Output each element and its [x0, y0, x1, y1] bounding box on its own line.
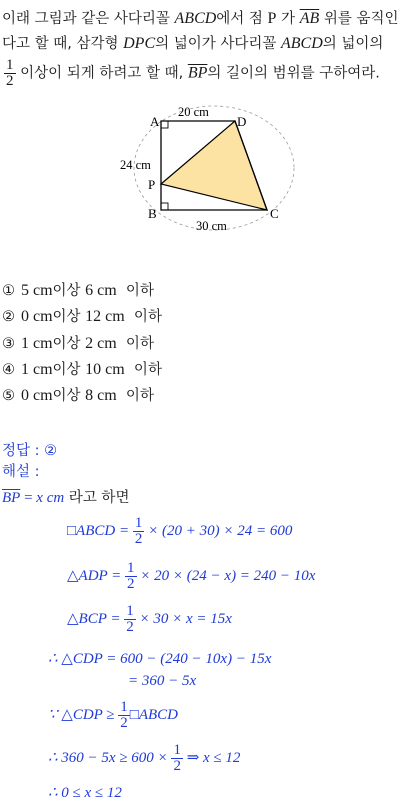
choice-mark: ① — [2, 283, 15, 299]
solution-line-1 — [67, 516, 292, 547]
choice-text: 이상 — [52, 336, 86, 352]
solution-text: □ABCD = — [67, 522, 133, 539]
choice-mark: ④ — [2, 362, 15, 378]
solution-text: ∵ △CDP ≥ — [48, 706, 119, 723]
fraction-numerator: 1 — [127, 560, 135, 576]
fraction-denominator: 2 — [126, 619, 134, 635]
fraction-numerator: 1 — [173, 742, 181, 758]
choice-text: 이하 — [116, 388, 154, 404]
question-text: 의 넓이가 사다리꼴 — [155, 36, 281, 52]
choice-upper-bound: 2 cm — [85, 335, 117, 352]
label-a: A — [150, 114, 160, 129]
choice-mark: ② — [2, 309, 15, 325]
fraction-numerator: 1 — [6, 57, 14, 73]
choice-upper-bound: 6 cm — [85, 282, 117, 299]
segment-bp: $\overline{BP}$ — [187, 64, 208, 82]
fraction-denominator: 2 — [120, 715, 128, 731]
choice-mark: ③ — [2, 336, 15, 352]
explanation-label: 해설 : — [2, 464, 40, 480]
quad-name: ABCD — [281, 35, 323, 52]
question-text: 다고 할 때, 삼각형 — [2, 36, 124, 52]
fraction-denominator: 2 — [127, 576, 135, 592]
choice-text: 이상 — [52, 309, 86, 325]
choice-lower-bound: 5 cm — [21, 282, 53, 299]
segment-ab: $\overline{AB}$ — [299, 10, 320, 27]
choice-mark: ⑤ — [2, 388, 15, 404]
choice-option[interactable] — [2, 384, 154, 405]
trapezoid-figure — [110, 104, 295, 240]
quad-name: ABCD — [174, 10, 217, 27]
segment-bp: $\overline{BP}$ — [2, 490, 21, 506]
fraction-half — [118, 700, 130, 731]
right-angle-b — [161, 203, 168, 210]
solution-text: △BCP = — [67, 610, 125, 627]
label-b: B — [148, 206, 157, 221]
choice-text: 이하 — [116, 336, 154, 352]
choice-upper-bound: 8 cm — [85, 387, 117, 404]
choice-option[interactable] — [2, 332, 154, 353]
choice-lower-bound: 1 cm — [21, 361, 53, 378]
bottom-length: 30 cm — [196, 219, 227, 233]
choice-upper-bound: 12 cm — [85, 308, 125, 325]
choice-text: 이상 — [52, 362, 86, 378]
solution-text: △ADP = — [67, 567, 126, 584]
question-text: 의 넓이의 — [322, 36, 384, 52]
choice-text: 이상 — [52, 283, 86, 299]
solution-text: □ABCD — [129, 706, 179, 723]
solution-line-6 — [48, 700, 178, 731]
choice-text: 이하 — [124, 362, 162, 378]
choice-text: 이하 — [116, 283, 154, 299]
solution-line-2 — [67, 561, 315, 592]
choice-text: 이상 — [52, 388, 86, 404]
fraction-numerator: 1 — [126, 603, 134, 619]
fraction-denominator: 2 — [173, 758, 181, 774]
top-length: 20 cm — [178, 105, 209, 119]
choice-lower-bound: 1 cm — [21, 335, 53, 352]
question-line-1 — [2, 8, 399, 30]
label-d: D — [237, 114, 247, 129]
answer-line — [2, 440, 57, 462]
question-text: 의 길이의 범위를 구하여라. — [207, 65, 380, 82]
choice-lower-bound: 0 cm — [21, 387, 53, 404]
fraction-numerator: 1 — [120, 699, 128, 715]
choice-option[interactable] — [2, 358, 162, 379]
solution-text: ∴ 360 − 5x ≥ 600 × — [48, 749, 172, 766]
answer-value: ② — [44, 443, 58, 459]
question-line-3 — [4, 58, 380, 89]
explanation-text: 라고 하면 — [64, 490, 130, 506]
equals-sign: = — [20, 490, 37, 506]
solution-text: ⇒ x ≤ 12 — [182, 749, 241, 766]
question-text: 위를 움직인 — [319, 11, 399, 27]
choice-lower-bound: 0 cm — [21, 308, 53, 325]
question-text: 이상이 되게 하려고 할 때, — [15, 65, 188, 82]
solution-text: × (20 + 30) × 24 = 600 — [144, 522, 293, 539]
fraction-numerator: 1 — [134, 515, 143, 531]
fraction-half — [4, 58, 16, 89]
answer-label: 정답 : — [2, 443, 45, 459]
variable-x: x cm — [36, 490, 65, 506]
choice-option[interactable] — [2, 305, 162, 326]
right-angle-a — [161, 121, 168, 128]
question-text: 가 — [276, 11, 300, 27]
solution-line-4: ∴ △CDP = 600 − (240 − 10x) − 15x — [48, 651, 272, 667]
fraction-half — [124, 604, 136, 635]
choice-option[interactable] — [2, 279, 154, 300]
fraction-half — [133, 516, 145, 547]
fraction-half — [171, 743, 183, 774]
solution-line-7 — [48, 743, 240, 774]
question-text: 에서 점 — [216, 11, 268, 27]
choice-text: 이하 — [124, 309, 162, 325]
fraction-denominator: 2 — [134, 531, 143, 547]
solution-text: × 30 × x = 15x — [135, 610, 232, 627]
solution-text: × 20 × (24 − x) = 240 − 10x — [136, 567, 316, 584]
question-text: 이래 그림과 같은 사다리꼴 — [2, 11, 175, 27]
solution-line-5: = 360 − 5x — [128, 673, 197, 689]
label-p: P — [148, 177, 156, 192]
solution-line-3 — [67, 604, 232, 635]
explanation-intro — [2, 487, 129, 509]
fraction-denominator: 2 — [6, 73, 14, 89]
label-c: C — [270, 206, 279, 221]
left-length: 24 cm — [120, 158, 151, 172]
choice-upper-bound: 10 cm — [85, 361, 125, 378]
solution-line-8: ∴ 0 ≤ x ≤ 12 — [48, 785, 122, 801]
fraction-half — [125, 561, 137, 592]
question-line-2 — [2, 33, 383, 55]
point-p: P — [267, 10, 277, 27]
triangle-name: DPC — [123, 35, 156, 52]
